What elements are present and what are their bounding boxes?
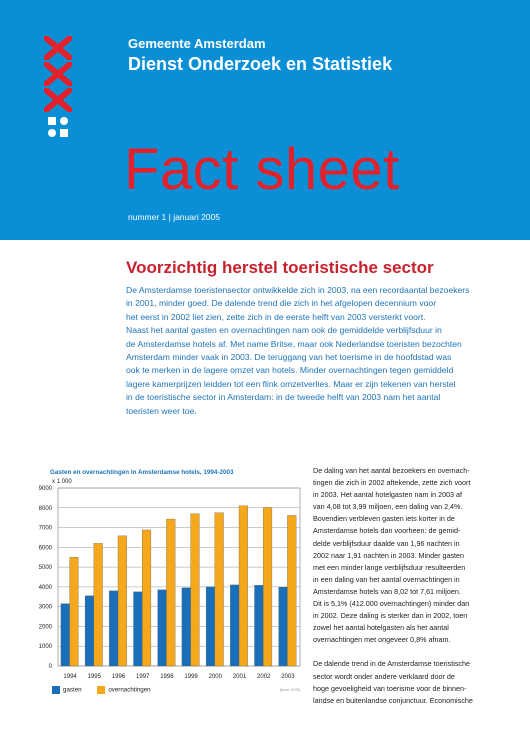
- body-line: 2002 naar 1,91 nachten in 2003. Minder gasten: [313, 550, 465, 560]
- x-tick-label: 1995: [87, 674, 101, 680]
- chart-legend: [52, 686, 165, 694]
- department-name: Dienst Onderzoek en Statistiek: [128, 54, 393, 74]
- organization-name: Gemeente Amsterdam: [128, 36, 266, 51]
- bar-gasten: [158, 590, 167, 666]
- y-tick-label: 2000: [38, 624, 52, 631]
- cross-icon: [44, 62, 72, 86]
- bar-gasten: [206, 587, 215, 666]
- chart-unit-label: x 1.000: [52, 479, 72, 485]
- x-tick-label: 2002: [257, 674, 271, 680]
- intro-line: Naast het aantal gasten en overnachtingen nam ook de gemiddelde verblijfsduur in: [126, 325, 442, 336]
- intro-line: Amsterdam minder vaak in 2003. De teruggang van het toerisme in de hoofdstad was: [126, 352, 452, 363]
- y-tick-label: 3000: [38, 604, 52, 611]
- bar-gasten: [134, 592, 143, 666]
- body-line: Amsterdamse hotels dan voorheen: de gemid-: [313, 526, 461, 536]
- cross-icon: [44, 88, 72, 112]
- legend-swatch-gasten: [52, 686, 60, 694]
- bar-overnachtingen: [239, 506, 248, 666]
- intro-line: toeristen weer toe.: [126, 405, 197, 416]
- body-line: met een minder lange verblijfsduur resulteerden: [313, 562, 466, 572]
- body-line: Dit is 5,1% (412.000 overnachtingen) minder dan: [313, 599, 470, 609]
- legend-label: gasten: [63, 686, 82, 694]
- bar-overnachtingen: [263, 507, 272, 666]
- chart-source: (bron: O+S): [280, 688, 300, 692]
- dots-icon: [47, 116, 69, 138]
- body-line: in 2003. Het aantal hotelgasten nam in 2003 af: [313, 490, 463, 500]
- body-line: in een daling van het aantal overnachtingen in: [313, 574, 460, 584]
- x-tick-label: 2000: [208, 674, 222, 680]
- bar-overnachtingen: [70, 557, 79, 666]
- y-tick-label: 5000: [38, 565, 52, 572]
- legend-item-gasten: [52, 686, 82, 694]
- body-line: hoge gevoeligheid van toerisme voor de binnen-: [313, 683, 467, 693]
- body-line: in 2002. Deze daling is sterker dan in 2002, toen: [313, 611, 468, 621]
- body-line: van 4,08 tot 3,99 miljoen, een daling van 2,4%.: [313, 502, 463, 512]
- y-tick-label: 4000: [38, 584, 52, 591]
- y-tick-label: 6000: [38, 545, 52, 552]
- body-line: delde verblijfsduur daalde van 1,96 nachten in: [313, 538, 460, 548]
- bar-gasten: [279, 587, 288, 666]
- body-column: [313, 465, 501, 707]
- article-headline: Voorzichtig herstel toeristische sector: [126, 258, 434, 277]
- bar-gasten: [61, 604, 70, 666]
- body-line: sector wordt onder andere verklaard door de: [313, 671, 455, 681]
- intro-line: ook te merken in de lagere omzet van hotels. Minder overnachtingen tegen gemiddeld: [126, 365, 454, 376]
- bar-overnachtingen: [166, 519, 175, 666]
- body-line: overnachtingen met ongeveer 0,8% afnam.: [313, 635, 451, 645]
- body-line: landse en buitenlandse conjunctuur. Economische: [313, 695, 473, 705]
- intro-line: het eerst in 2002 liet zien, zette zich in de eerste helft van 2003 versterkt voort.: [126, 311, 426, 322]
- page-title: Fact sheet: [124, 137, 400, 202]
- bar-overnachtingen: [118, 536, 127, 666]
- issue-info: nummer 1 | januari 2005: [128, 212, 220, 222]
- intro-line: in 2001, minder goed. De dalende trend die zich in het afgelopen decennium voor: [126, 298, 437, 309]
- bar-gasten: [230, 585, 239, 666]
- intro-line: de Amsterdamse hotels af. Met name Britse, maar ook Nederlandse toeristen bezochten: [126, 338, 462, 349]
- y-tick-label: 0: [48, 664, 52, 670]
- intro-line: De Amsterdamse toeristensector ontwikkelde zich in 2003, na een recordaantal bezoekers: [126, 285, 470, 295]
- x-tick-label: 1999: [184, 674, 198, 680]
- bar-overnachtingen: [287, 515, 296, 666]
- x-tick-label: 2003: [281, 674, 295, 680]
- y-tick-label: 9000: [38, 486, 52, 492]
- body-line: De dalende trend in de Amsterdamse toeristische: [313, 659, 471, 669]
- cross-icon: [44, 36, 72, 60]
- bar-overnachtingen: [142, 530, 151, 666]
- legend-swatch-overnachtingen: [97, 686, 105, 694]
- y-tick-label: 8000: [38, 505, 52, 512]
- bar-overnachtingen: [215, 513, 224, 666]
- bar-gasten: [182, 588, 191, 666]
- legend-label: overnachtingen: [108, 686, 151, 694]
- body-line: zowel het aantal hotelgasten als het aantal: [313, 623, 449, 633]
- x-tick-label: 1998: [160, 674, 174, 680]
- bar-overnachtingen: [191, 514, 200, 666]
- header-banner: [0, 0, 530, 240]
- body-line: tingen die zich in 2002 aftekende, zette zich voort: [313, 478, 471, 488]
- x-tick-label: 2001: [232, 674, 247, 680]
- bar-gasten: [255, 585, 264, 666]
- intro-line: in de toeristische sector in Amsterdam: in de tweede helft van 2003 nam het aantal: [126, 392, 441, 403]
- bar-gasten: [85, 596, 94, 666]
- y-tick-label: 1000: [38, 644, 52, 651]
- amsterdam-logo: [44, 36, 72, 114]
- intro-line: lagere kamerprijzen leidden tot een flink omzetverlies. Maar er zijn tekenen van herstel: [126, 378, 456, 389]
- bar-chart: [30, 480, 302, 710]
- legend-item-overnachtingen: [97, 686, 150, 694]
- bar-gasten: [109, 591, 118, 666]
- body-line: Amsterdamse hotels van 8,02 tot 7,61 miljoen.: [313, 586, 461, 596]
- article-intro: [126, 284, 496, 418]
- x-tick-label: 1997: [136, 674, 150, 680]
- chart-title: Gasten en overnachtingen in Amsterdamse hotels, 1994-2003: [50, 469, 234, 476]
- body-line: Bovendien verbleven gasten iets korter in de: [313, 514, 455, 524]
- bar-overnachtingen: [94, 543, 103, 666]
- x-tick-label: 1994: [63, 674, 77, 680]
- y-tick-label: 7000: [38, 525, 52, 532]
- body-line: De daling van het aantal bezoekers en overnach-: [313, 466, 470, 475]
- x-tick-label: 1996: [111, 674, 126, 680]
